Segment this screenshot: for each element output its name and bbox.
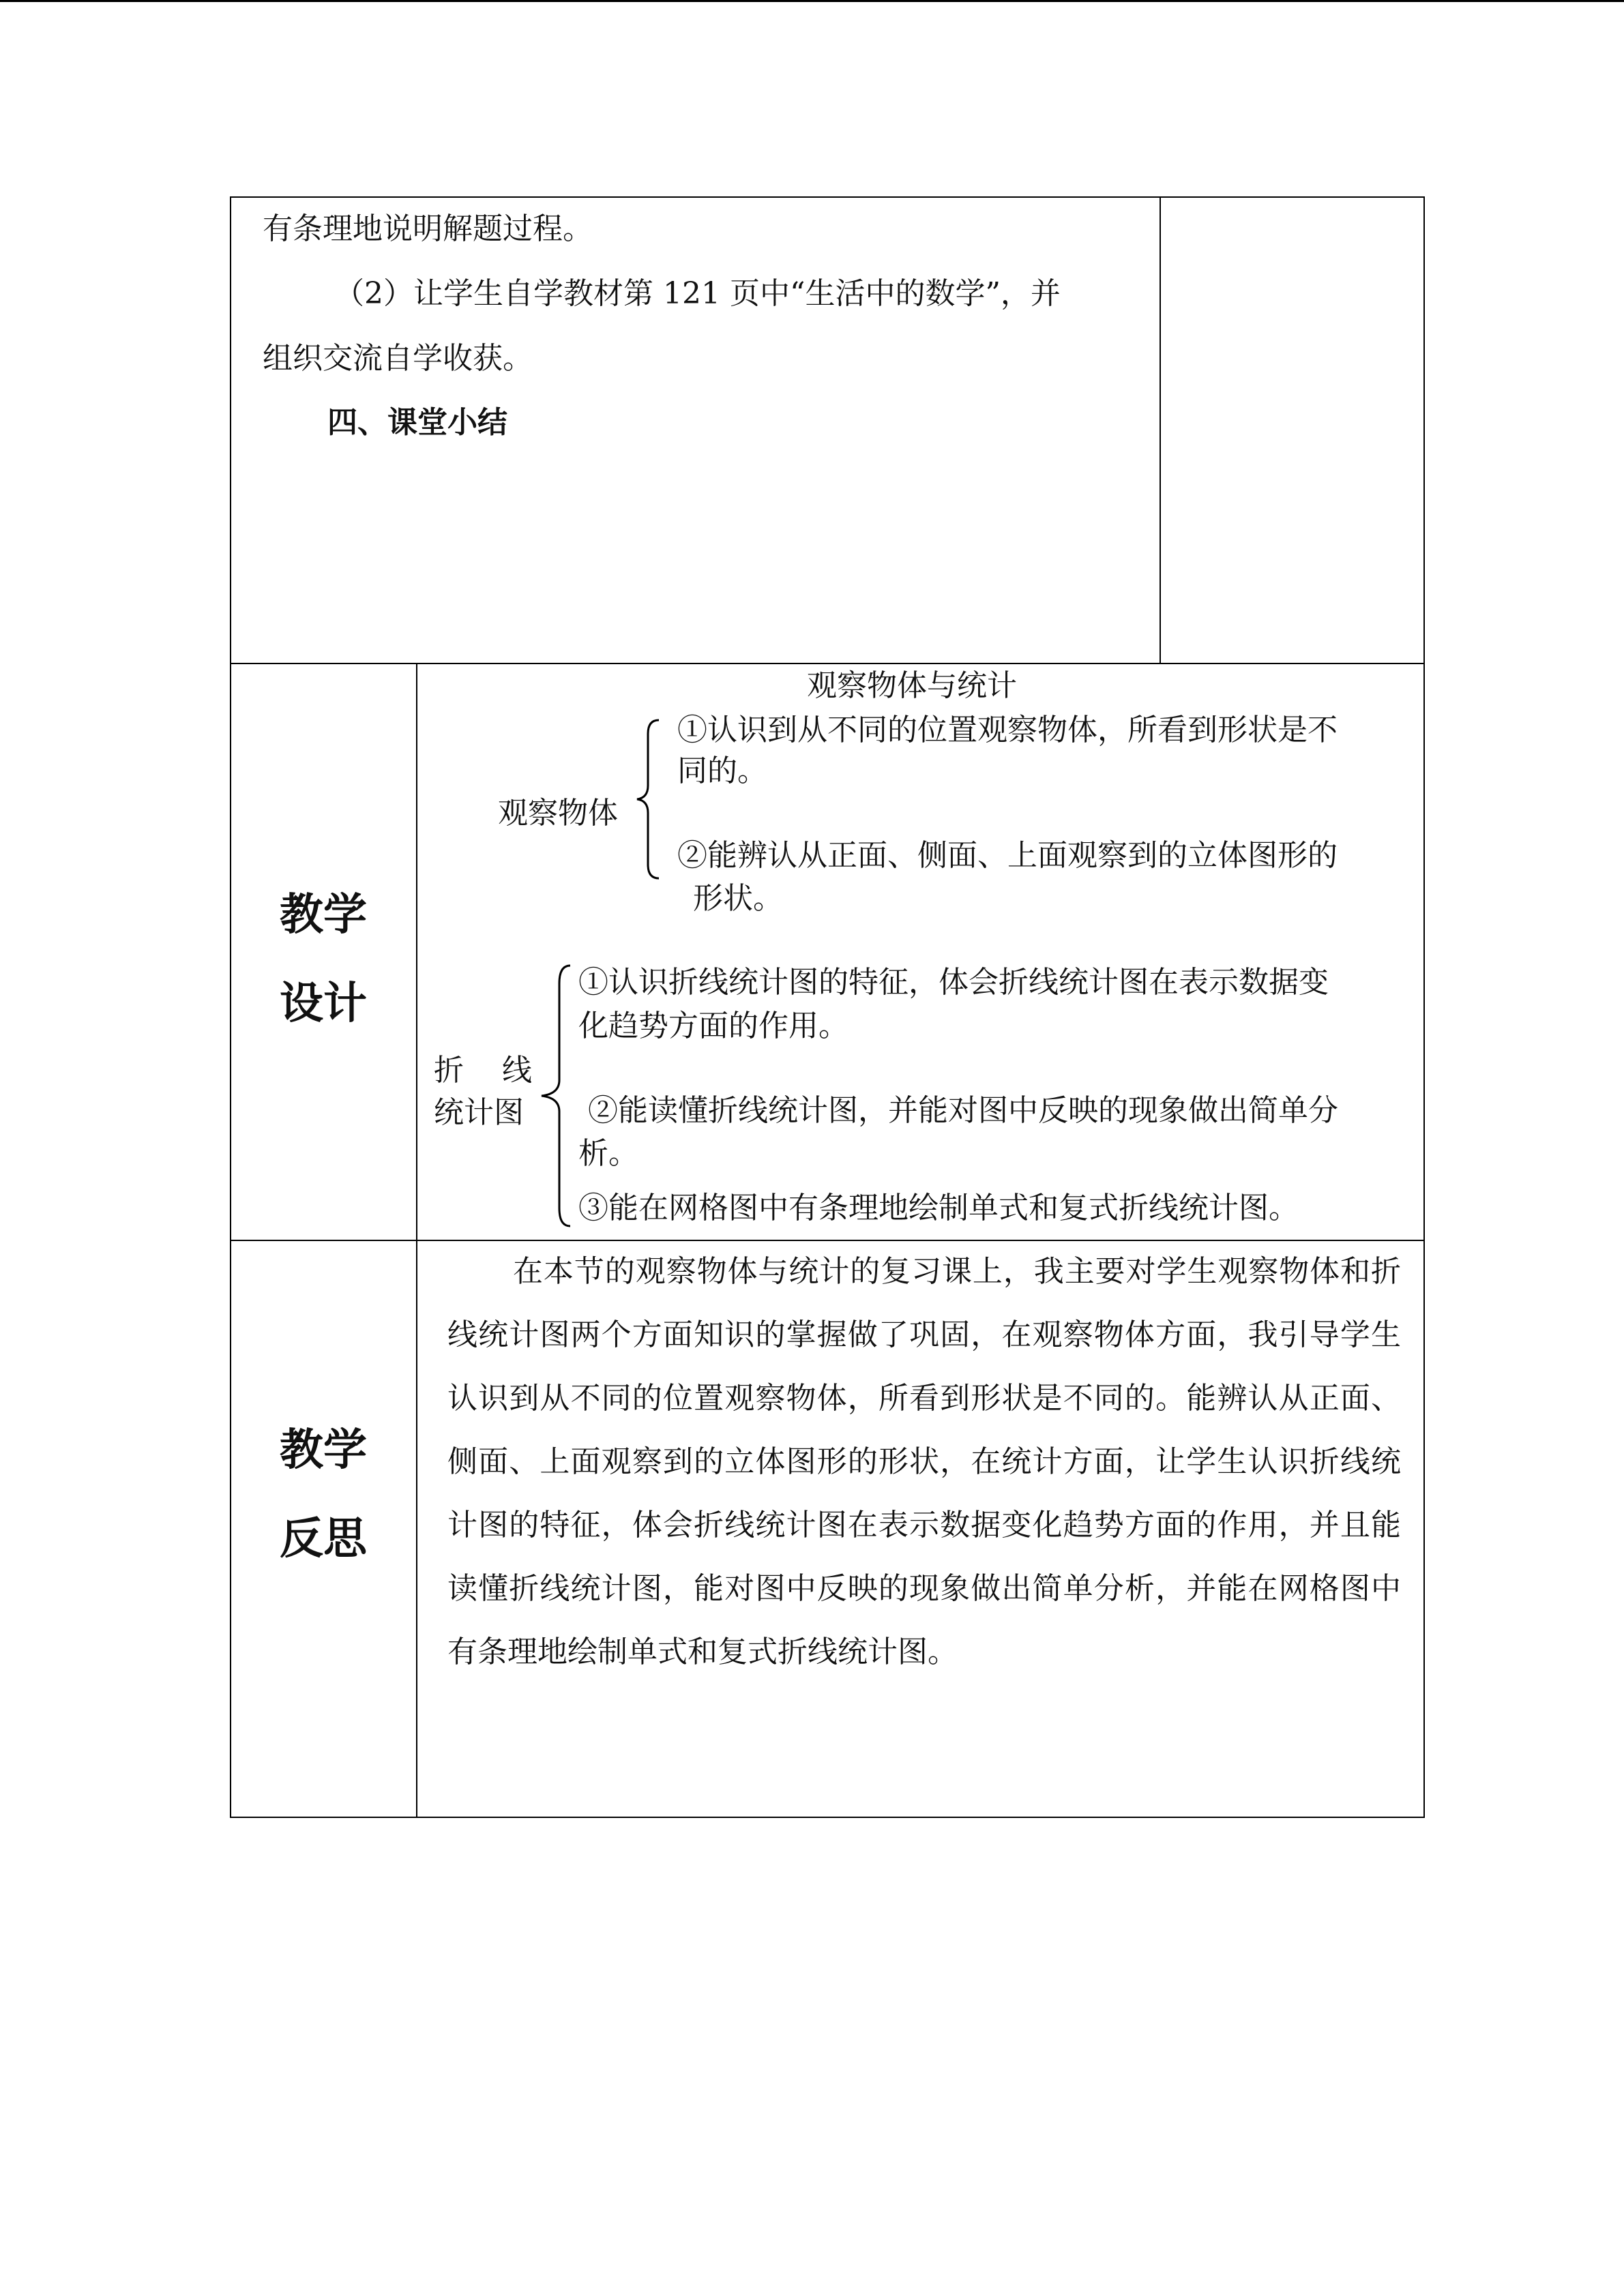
chart-item1-line2: 化趋势方面的作用。 [578, 1009, 848, 1043]
chart-brace-icon [539, 963, 573, 1229]
observe-topic: 观察物体 [498, 796, 618, 831]
chart-topic-line1: 折 线 [434, 1053, 532, 1088]
page-top-border [0, 0, 1624, 2]
observe-item2-line2: 形状。 [693, 881, 783, 916]
observe-brace-icon [634, 717, 662, 881]
observe-item1-line2: 同的。 [677, 754, 767, 788]
design-label-1: 教学 [280, 890, 367, 940]
chart-item1-line1: ①认识折线统计图的特征，体会折线统计图在表示数据变 [578, 965, 1329, 1000]
design-title: 观察物体与统计 [807, 668, 1017, 703]
label-column-divider [416, 663, 417, 1818]
process-line: 有条理地说明解题过程。 [263, 211, 593, 246]
summary-heading: 四、课堂小结 [327, 405, 507, 440]
self-study-line: （2）让学生自学教材第 121 页中“生活中的数学”，并 [334, 276, 1061, 311]
top-right-column-divider [1160, 196, 1161, 664]
observe-item1-line1: ①认识到从不同的位置观察物体，所看到形状是不 [677, 713, 1338, 747]
chart-item2-line2: 析。 [578, 1136, 638, 1171]
reflection-text: 在本节的观察物体与统计的复习课上，我主要对学生观察物体和折线统计图两个方面知识的掌握做了巩固，在观察物体方面，我引导学生认识到从不同的位置观察物体，所看到形状是不同的。能辨认从正面、侧面、上面观察到的立体图形的形状，在统计方面，让学生认识折线统计图的特征，体会折线统计图在表示数据变化趋势方面的作用，并且能读懂折线统计图，能对图中反映的现象做出简单分析，并能在网格图中有条理地绘制单式和复式折线统计图。 [447, 1254, 1401, 1669]
reflection-label-1: 教学 [280, 1425, 367, 1476]
chart-item2-line1: ②能读懂折线统计图，并能对图中反映的现象做出简单分 [588, 1093, 1338, 1128]
chart-item3: ③能在网格图中有条理地绘制单式和复式折线统计图。 [578, 1191, 1299, 1225]
row-divider-1 [230, 663, 1425, 664]
chart-topic-line2: 统计图 [434, 1095, 524, 1130]
design-label-2: 设计 [280, 979, 367, 1029]
reflection-label-2: 反思 [280, 1514, 367, 1564]
exchange-line: 组织交流自学收获。 [263, 341, 533, 376]
observe-item2-line1: ②能辨认从正面、侧面、上面观察到的立体图形的 [677, 838, 1338, 873]
